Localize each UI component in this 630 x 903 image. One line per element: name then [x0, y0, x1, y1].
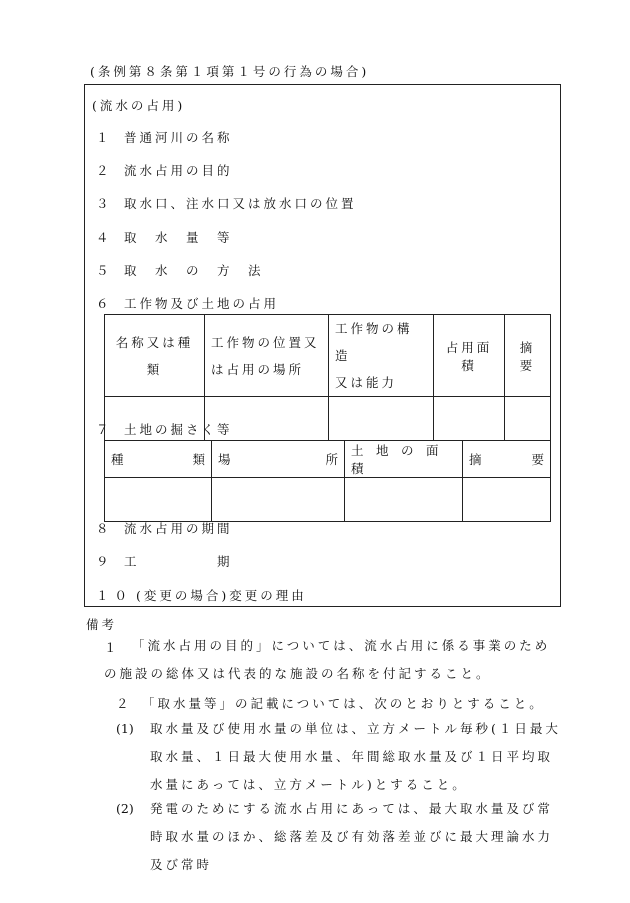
item-7	[96, 420, 233, 438]
excavation-table	[104, 440, 551, 522]
item-10	[96, 586, 307, 604]
item-6	[96, 294, 280, 312]
table-header-cell: 場 所	[212, 441, 345, 478]
item-3	[96, 194, 357, 212]
remark-1-number: １	[104, 640, 117, 655]
remark-2-text: 「取水量等」の記載については、次のとおりとすること。	[142, 696, 545, 711]
item-2	[96, 161, 233, 179]
item-number: ２	[96, 163, 112, 178]
table-row	[105, 478, 551, 522]
table-header-row	[105, 315, 551, 397]
subnote-2-number: (2)	[116, 801, 134, 816]
remark-1-text: 「流水占用の目的」については、流水占用に係る事業のための施設の総体又は代表的な施設の名称を付記すること。	[104, 638, 551, 681]
item-text: 普通河川の名称	[124, 130, 233, 145]
item-text: (変更の場合)変更の理由	[136, 588, 307, 603]
table-header-cell: 摘 要	[463, 441, 551, 478]
item-number: １	[96, 130, 112, 145]
item-8	[96, 519, 233, 537]
item-number: ６	[96, 296, 112, 311]
subnote-1-text: 取水量及び使用水量の単位は、立方メートル毎秒(１日最大取水量、１日最大使用水量、年間総取水量及び１日平均取水量にあっては、立方メートル)とすること。	[150, 721, 561, 792]
item-1	[96, 128, 233, 146]
table-header-cell: 工作物の構造 又は能力	[329, 315, 434, 397]
table-cell[interactable]	[505, 397, 551, 441]
item-4	[96, 228, 233, 246]
item-number: ５	[96, 263, 112, 278]
item-text: 工 期	[124, 554, 233, 569]
section-title: (流水の占用)	[92, 98, 186, 113]
remark-2-number: ２	[116, 696, 129, 711]
table-header-cell: 工作物の位置又 は占用の場所	[205, 315, 329, 397]
table-cell[interactable]	[434, 397, 505, 441]
table-header-row	[105, 441, 551, 478]
table-header-cell: 種 類	[105, 441, 212, 478]
table-header-cell: 占用面積	[434, 315, 505, 397]
table-cell[interactable]	[105, 478, 212, 522]
subnote-2-text: 発電のためにする流水占用にあっては、最大取水量及び常時取水量のほか、総落差及び有効落差並びに最大理論水力及び常時	[150, 801, 554, 872]
item-number: ８	[96, 521, 112, 536]
item-text: 取水口、注水口又は放水口の位置	[124, 196, 357, 211]
item-5	[96, 261, 264, 279]
item-text: 流水占用の期間	[124, 521, 233, 536]
table-header-cell: 摘 要	[505, 315, 551, 397]
subnote-1-number: (1)	[116, 721, 134, 736]
form-header: (条例第８条第１項第１号の行為の場合)	[90, 64, 370, 79]
item-number: １０	[96, 588, 134, 603]
table-header-cell: 土 地 の 面 積	[345, 441, 463, 478]
table-cell[interactable]	[212, 478, 345, 522]
table-header-cell: 名称又は種類	[105, 315, 205, 397]
remarks-title: 備考	[86, 617, 118, 632]
item-text: 土地の掘さく等	[124, 422, 233, 437]
table-cell[interactable]	[345, 478, 463, 522]
table-cell[interactable]	[463, 478, 551, 522]
item-text: 取 水 量 等	[124, 230, 233, 245]
table-cell[interactable]	[329, 397, 434, 441]
item-text: 工作物及び土地の占用	[124, 296, 280, 311]
item-number: ９	[96, 554, 112, 569]
item-number: ４	[96, 230, 112, 245]
item-number: ３	[96, 196, 112, 211]
item-text: 取 水 の 方 法	[124, 263, 264, 278]
item-number: ７	[96, 422, 112, 437]
item-text: 流水占用の目的	[124, 163, 233, 178]
item-9	[96, 552, 233, 570]
